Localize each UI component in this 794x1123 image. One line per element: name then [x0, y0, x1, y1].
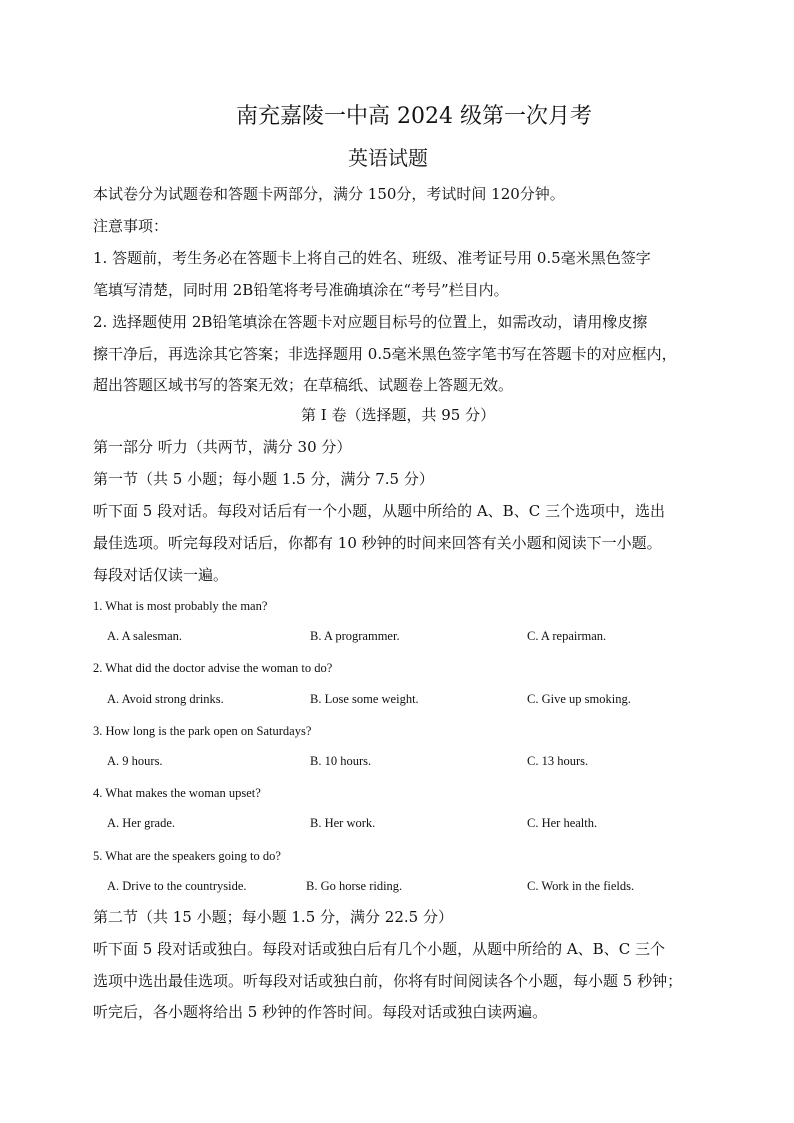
section-1-heading: 第一节（共 5 小题；每小题 1.5 分，满分 7.5 分） [93, 470, 434, 488]
part-heading: 第一部分 听力（共两节，满分 30 分） [93, 438, 352, 456]
question-text: 2. What did the doctor advise the woman to do? [93, 661, 333, 675]
option-c: C. A repairman. [527, 629, 607, 643]
option-a: A. Drive to the countryside. [107, 879, 247, 893]
option-b: B. 10 hours. [310, 754, 372, 768]
section-2-instr-2: 选项中选出最佳选项。听每段对话或独白前，你将有时间阅读各个小题，每小题 5 秒钟； [93, 972, 683, 990]
notice-2-line-3: 超出答题区域书写的答案无效；在草稿纸、试题卷上答题无效。 [93, 376, 514, 394]
option-a: A. Her grade. [107, 816, 176, 830]
exam-subtitle: 英语试题 [348, 146, 428, 170]
option-a: A. 9 hours. [107, 754, 163, 768]
option-c: C. Her health. [527, 816, 598, 830]
option-a: A. Avoid strong drinks. [107, 692, 224, 706]
option-c: C. Give up smoking. [527, 692, 631, 706]
option-b: B. A programmer. [310, 629, 400, 643]
section-2-instr-3: 听完后，各小题将给出 5 秒钟的作答时间。每段对话或独白读两遍。 [93, 1003, 548, 1021]
exam-title: 南充嘉陵一中高 2024 级第一次月考 [236, 104, 592, 129]
section-1-instr-3: 每段对话仅读一遍。 [93, 566, 229, 584]
section-1-instr-1: 听下面 5 段对话。每段对话后有一个小题，从题中所给的 A、B、C 三个选项中，选出 [93, 502, 665, 520]
section-2-heading: 第二节（共 15 小题；每小题 1.5 分，满分 22.5 分） [93, 908, 453, 926]
question-text: 3. How long is the park open on Saturdays? [93, 724, 312, 738]
question-text: 1. What is most probably the man? [93, 599, 268, 613]
intro-line: 本试卷分为试题卷和答题卡两部分，满分 150分，考试时间 120分钟。 [93, 185, 565, 203]
option-a: A. A salesman. [107, 629, 182, 643]
section-1-instr-2: 最佳选项。听完每段对话后，你都有 10 秒钟的时间来回答有关小题和阅读下一小题。 [93, 534, 662, 552]
option-c: C. Work in the fields. [527, 879, 635, 893]
notice-heading: 注意事项： [93, 217, 169, 235]
volume-heading: 第 I 卷（选择题，共 95 分） [301, 406, 496, 424]
option-b: B. Go horse riding. [306, 879, 403, 893]
section-2-instr-1: 听下面 5 段对话或独白。每段对话或独白后有几个小题，从题中所给的 A、B、C 三个 [93, 940, 665, 958]
option-b: B. Lose some weight. [310, 692, 419, 706]
notice-1-line-1: 1. 答题前，考生务必在答题卡上将自己的姓名、班级、准考证号用 0.5毫米黑色签字 [93, 249, 651, 267]
option-b: B. Her work. [310, 816, 376, 830]
notice-1-line-2: 笔填写清楚，同时用 2B铅笔将考号准确填涂在“考号”栏目内。 [93, 281, 509, 299]
notice-2-line-2: 擦干净后，再选涂其它答案；非选择题用 0.5毫米黑色签字笔书写在答题卡的对应框内， [93, 345, 677, 363]
question-text: 5. What are the speakers going to do? [93, 849, 281, 863]
question-text: 4. What makes the woman upset? [93, 786, 261, 800]
option-c: C. 13 hours. [527, 754, 589, 768]
notice-2-line-1: 2. 选择题使用 2B铅笔填涂在答题卡对应题目标号的位置上，如需改动，请用橡皮擦 [93, 313, 648, 331]
